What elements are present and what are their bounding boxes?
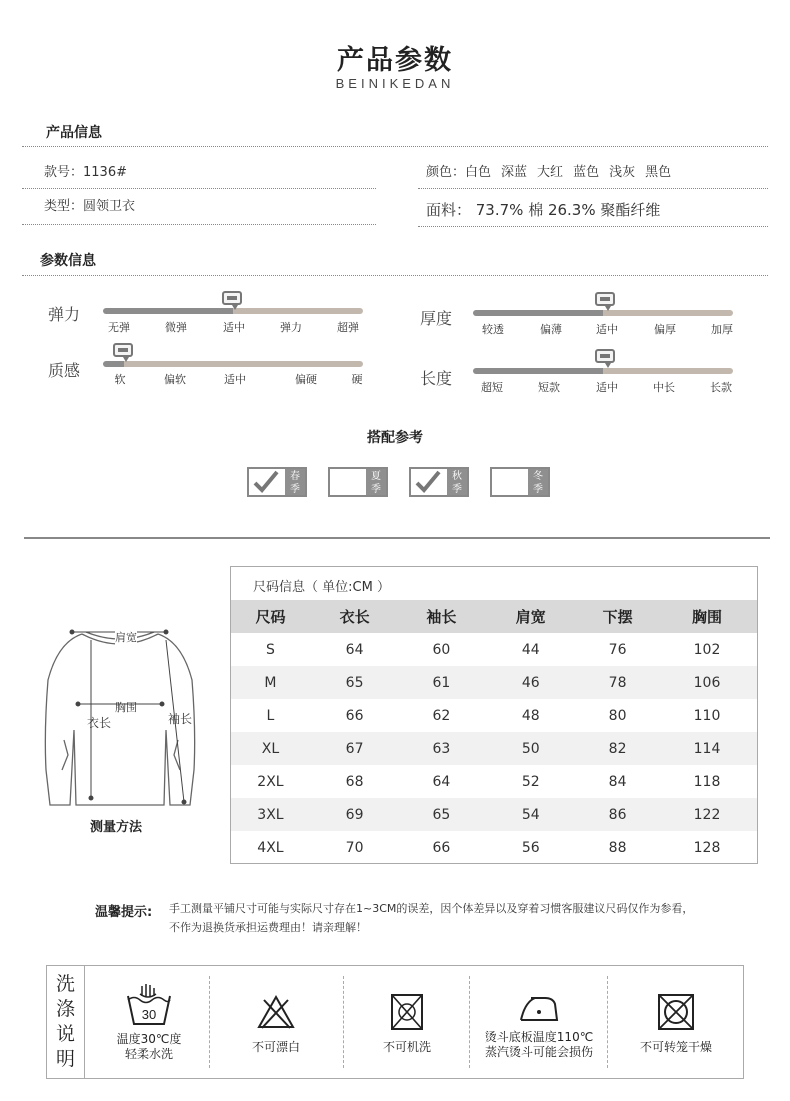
color-item: 深蓝 bbox=[501, 165, 528, 180]
cell: 65 bbox=[399, 798, 483, 831]
wash-item bbox=[471, 966, 607, 1078]
elasticity-tick: 无弹 bbox=[108, 321, 130, 334]
color-item: 白色 bbox=[465, 165, 492, 180]
cell: 106 bbox=[657, 666, 757, 699]
wash-caption: 烫斗底板温度110℃ bbox=[484, 1030, 594, 1044]
cell: 128 bbox=[693, 839, 721, 856]
no-machine-wash-icon bbox=[389, 992, 425, 1032]
cell: 86 bbox=[578, 798, 657, 831]
color-list bbox=[426, 161, 681, 180]
cell: 66 bbox=[432, 839, 451, 856]
cell: 44 bbox=[521, 641, 540, 658]
cell: 82 bbox=[578, 732, 657, 765]
wash-title-char: 说 bbox=[55, 1023, 75, 1045]
brand-subtitle: BEINIKEDAN bbox=[335, 76, 455, 91]
color-item: 蓝色 bbox=[573, 165, 600, 180]
cell: 69 bbox=[310, 798, 399, 831]
size-table-box bbox=[230, 566, 758, 864]
texture-tick: 偏软 bbox=[164, 373, 186, 386]
cell: 65 bbox=[310, 666, 399, 699]
cell: 63 bbox=[399, 732, 483, 765]
wash-caption: 温度30℃度 bbox=[116, 1032, 182, 1046]
cell: 2XL bbox=[257, 773, 284, 790]
elasticity-tick: 微弹 bbox=[165, 321, 187, 334]
cell: 80 bbox=[608, 707, 627, 724]
color-item: 浅灰 bbox=[609, 165, 636, 180]
cell: 68 bbox=[345, 773, 364, 790]
season-autumn-checkbox bbox=[409, 467, 469, 497]
chest-label: 胸围 bbox=[115, 701, 137, 714]
cell: 64 bbox=[432, 773, 451, 790]
season-label: 春 bbox=[290, 471, 300, 482]
length-label: 长度 bbox=[420, 369, 453, 388]
col-header: 下摆 bbox=[578, 600, 657, 633]
season-tag bbox=[528, 469, 548, 495]
cell: 76 bbox=[608, 641, 627, 658]
wash-title-char: 明 bbox=[55, 1048, 75, 1070]
cell: 61 bbox=[399, 666, 483, 699]
wash-item bbox=[211, 966, 341, 1078]
matching-title: 搭配参考 bbox=[367, 430, 423, 446]
tip-label: 温馨提示: bbox=[95, 905, 153, 920]
wash-caption: 不可漂白 bbox=[251, 1040, 300, 1054]
params-title: 参数信息 bbox=[40, 253, 96, 269]
season-winter-checkbox bbox=[490, 467, 550, 497]
thickness-slider-knob bbox=[595, 292, 615, 306]
color-item: 黑色 bbox=[645, 165, 672, 180]
cell: 64 bbox=[345, 641, 364, 658]
shoulder-width-label: 肩宽 bbox=[115, 631, 137, 644]
season-label: 季 bbox=[290, 484, 300, 495]
thickness-label: 厚度 bbox=[420, 309, 453, 328]
elasticity-tick: 超弹 bbox=[337, 321, 359, 334]
divider bbox=[22, 146, 768, 147]
wash-caption: 轻柔水洗 bbox=[124, 1047, 173, 1061]
texture-slider-knob bbox=[113, 343, 133, 357]
cell: 84 bbox=[608, 773, 627, 790]
wash-temp: 30 bbox=[141, 1007, 157, 1022]
length-measure-label: 衣长 bbox=[87, 716, 112, 730]
thickness-tick: 适中 bbox=[596, 323, 618, 336]
divider bbox=[209, 976, 210, 1068]
no-bleach-icon bbox=[256, 994, 296, 1030]
colors-label: 颜色： bbox=[426, 165, 466, 180]
table-row bbox=[231, 831, 757, 864]
texture-tick: 偏硬 bbox=[295, 373, 317, 386]
divider bbox=[607, 976, 608, 1068]
cell: 67 bbox=[310, 732, 399, 765]
tip-line-1: 手工测量平铺尺寸可能与实际尺寸存在1~3CM的误差，因个体差异以及穿着习惯客服建议尺码仅作为参看， bbox=[169, 902, 694, 915]
measure-method-caption: 测量方法 bbox=[90, 820, 143, 835]
fabric: 面料： 73.7% 棉 26.3% 聚酯纤维 bbox=[426, 201, 661, 219]
wash-item bbox=[89, 966, 209, 1078]
length-tick: 长款 bbox=[710, 381, 732, 394]
table-row bbox=[231, 798, 757, 831]
wash-caption: 不可机洗 bbox=[382, 1040, 431, 1054]
season-label: 秋 bbox=[452, 471, 462, 482]
cell: 54 bbox=[483, 798, 578, 831]
sleeve-label: 袖长 bbox=[168, 712, 193, 726]
size-table bbox=[231, 600, 757, 864]
tip-line-2: 不作为退换货承担运费理由！请亲理解！ bbox=[169, 921, 367, 934]
thickness-slider-track bbox=[473, 310, 733, 316]
divider bbox=[469, 976, 470, 1068]
cell: 110 bbox=[693, 707, 721, 724]
texture-tick: 适中 bbox=[224, 373, 246, 386]
page-title: 产品参数 bbox=[337, 45, 453, 76]
season-tag bbox=[366, 469, 386, 495]
cell: 122 bbox=[657, 798, 757, 831]
product-info-title: 产品信息 bbox=[46, 125, 102, 141]
cell: 88 bbox=[608, 839, 627, 856]
wash-caption: 不可转笼干燥 bbox=[639, 1040, 712, 1054]
cell: 50 bbox=[483, 732, 578, 765]
color-item: 大红 bbox=[537, 165, 564, 180]
col-header: 袖长 bbox=[399, 600, 483, 633]
season-label: 夏 bbox=[371, 471, 381, 482]
season-tag bbox=[447, 469, 467, 495]
cell: 114 bbox=[657, 732, 757, 765]
season-tag bbox=[285, 469, 305, 495]
cell: 66 bbox=[345, 707, 364, 724]
cell: 3XL bbox=[231, 798, 310, 831]
product-type: 类型：圆领卫衣 bbox=[44, 199, 136, 214]
wash-caption: 蒸汽烫斗可能会损伤 bbox=[484, 1045, 593, 1059]
length-slider-track bbox=[473, 368, 733, 374]
season-summer-checkbox bbox=[328, 467, 388, 497]
wash-30-icon bbox=[124, 982, 174, 1028]
texture-slider-track bbox=[103, 361, 363, 367]
cell: 46 bbox=[483, 666, 578, 699]
season-spring-checkbox bbox=[247, 467, 307, 497]
cell: 102 bbox=[693, 641, 721, 658]
table-row bbox=[231, 699, 757, 732]
cell: M bbox=[231, 666, 310, 699]
divider bbox=[343, 976, 344, 1068]
elasticity-tick: 适中 bbox=[223, 321, 245, 334]
cell: 48 bbox=[521, 707, 540, 724]
iron-icon bbox=[517, 990, 561, 1026]
divider bbox=[22, 275, 768, 276]
table-row bbox=[231, 732, 757, 765]
col-header: 胸围 bbox=[657, 600, 757, 633]
cell: 56 bbox=[521, 839, 540, 856]
texture-tick: 硬 bbox=[351, 373, 363, 386]
season-label: 季 bbox=[452, 484, 462, 495]
length-slider-knob bbox=[595, 349, 615, 363]
table-row bbox=[231, 633, 757, 666]
cell: 70 bbox=[345, 839, 364, 856]
divider bbox=[418, 188, 768, 189]
thickness-tick: 加厚 bbox=[711, 323, 733, 336]
elasticity-label: 弹力 bbox=[48, 305, 81, 324]
texture-tick: 软 bbox=[114, 373, 126, 386]
divider bbox=[22, 224, 376, 225]
section-divider bbox=[24, 537, 770, 539]
cell: 62 bbox=[432, 707, 451, 724]
cell: L bbox=[266, 707, 275, 724]
no-tumble-dry-icon bbox=[656, 992, 696, 1032]
col-header: 尺码 bbox=[231, 600, 310, 633]
thickness-tick: 偏薄 bbox=[540, 323, 562, 336]
elasticity-slider-knob bbox=[222, 291, 242, 305]
length-tick: 中长 bbox=[653, 381, 675, 394]
length-tick: 适中 bbox=[596, 381, 618, 394]
wash-instructions bbox=[46, 965, 744, 1079]
length-tick: 短款 bbox=[538, 381, 560, 394]
table-row bbox=[231, 666, 757, 699]
length-tick: 超短 bbox=[481, 381, 503, 394]
check-icon bbox=[415, 469, 441, 495]
wash-title-char: 洗 bbox=[55, 973, 75, 995]
elasticity-tick: 弹力 bbox=[280, 321, 302, 334]
season-label: 冬 bbox=[533, 471, 543, 482]
wash-title bbox=[47, 966, 85, 1078]
cell: 4XL bbox=[257, 839, 284, 856]
texture-label: 质感 bbox=[48, 361, 81, 380]
thickness-tick: 较透 bbox=[482, 323, 504, 336]
cell: XL bbox=[231, 732, 310, 765]
divider bbox=[22, 188, 376, 189]
cell: 52 bbox=[521, 773, 540, 790]
season-label: 季 bbox=[533, 484, 543, 495]
wash-item bbox=[345, 966, 469, 1078]
col-header: 肩宽 bbox=[483, 600, 578, 633]
wash-item bbox=[609, 966, 743, 1078]
col-header: 衣长 bbox=[310, 600, 399, 633]
check-icon bbox=[253, 469, 279, 495]
divider bbox=[418, 226, 768, 227]
style-number: 款号：1136# bbox=[44, 165, 127, 180]
cell: 78 bbox=[578, 666, 657, 699]
cell: 118 bbox=[693, 773, 721, 790]
wash-title-char: 涤 bbox=[55, 998, 75, 1020]
size-table-title: 尺码信息（ 单位:CM ） bbox=[253, 580, 390, 595]
table-row bbox=[231, 765, 757, 798]
thickness-tick: 偏厚 bbox=[654, 323, 676, 336]
cell: S bbox=[266, 641, 275, 658]
cell: 60 bbox=[432, 641, 451, 658]
season-label: 季 bbox=[371, 484, 381, 495]
